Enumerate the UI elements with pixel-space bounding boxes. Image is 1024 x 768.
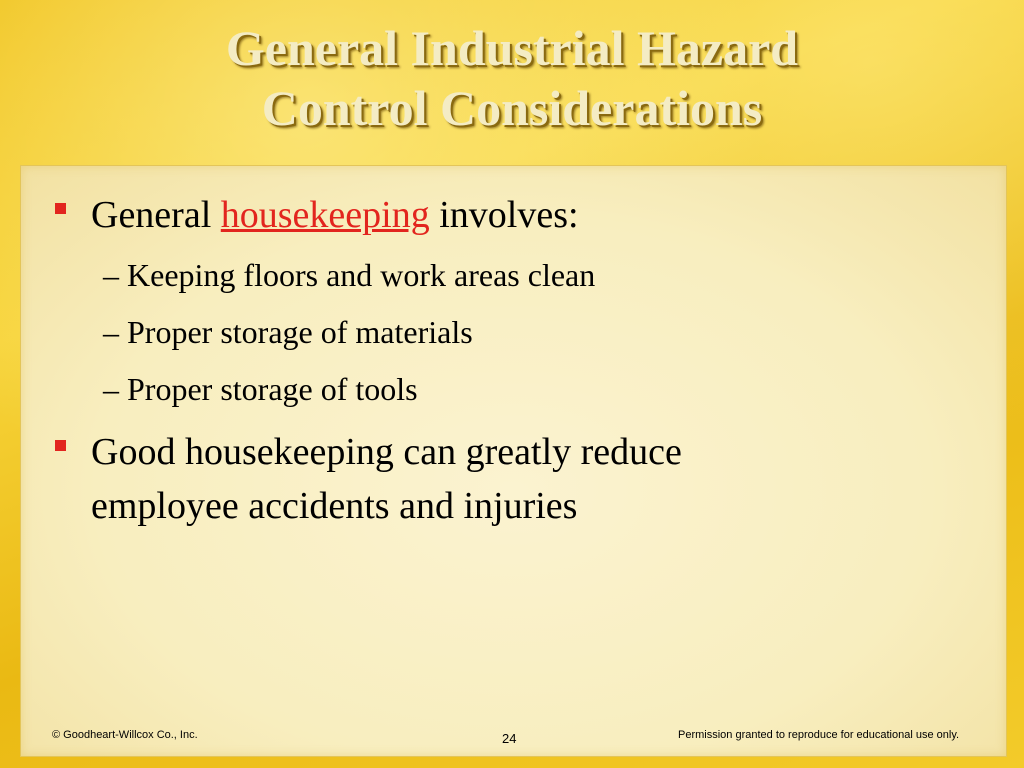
bullet-suffix: involves: [429, 194, 579, 236]
sub-item-label: Proper storage of materials [127, 314, 473, 350]
bullet-item-housekeeping [55, 188, 579, 242]
slide-title [0, 18, 1024, 138]
bullet-item-good-housekeeping [55, 425, 682, 533]
footer-permission: Permission granted to reproduce for educational use only. [678, 729, 960, 741]
bullet-marker-icon [55, 203, 66, 214]
bullet-line-1: Good housekeeping can greatly reduce [91, 431, 682, 473]
title-line-1: General Industrial Hazard [225, 20, 799, 76]
sub-item-materials [103, 312, 473, 352]
bullet-prefix: General [91, 194, 221, 236]
sub-dash: – [103, 371, 119, 407]
bullet-marker-icon [55, 440, 66, 451]
bullet-line-2: employee accidents and injuries [91, 485, 578, 527]
sub-dash: – [103, 257, 119, 293]
sub-item-label: Proper storage of tools [127, 371, 418, 407]
sub-item-label: Keeping floors and work areas clean [127, 257, 596, 293]
bullet-text [91, 425, 682, 533]
footer-copyright: © Goodheart-Willcox Co., Inc. [52, 729, 198, 741]
sub-item-floors [103, 255, 595, 295]
sub-dash: – [103, 314, 119, 350]
sub-item-tools [103, 369, 418, 409]
footer-page-number: 24 [502, 731, 517, 746]
title-line-2: Control Considerations [261, 80, 763, 136]
housekeeping-link[interactable]: housekeeping [220, 194, 430, 236]
bullet-text [91, 188, 579, 242]
